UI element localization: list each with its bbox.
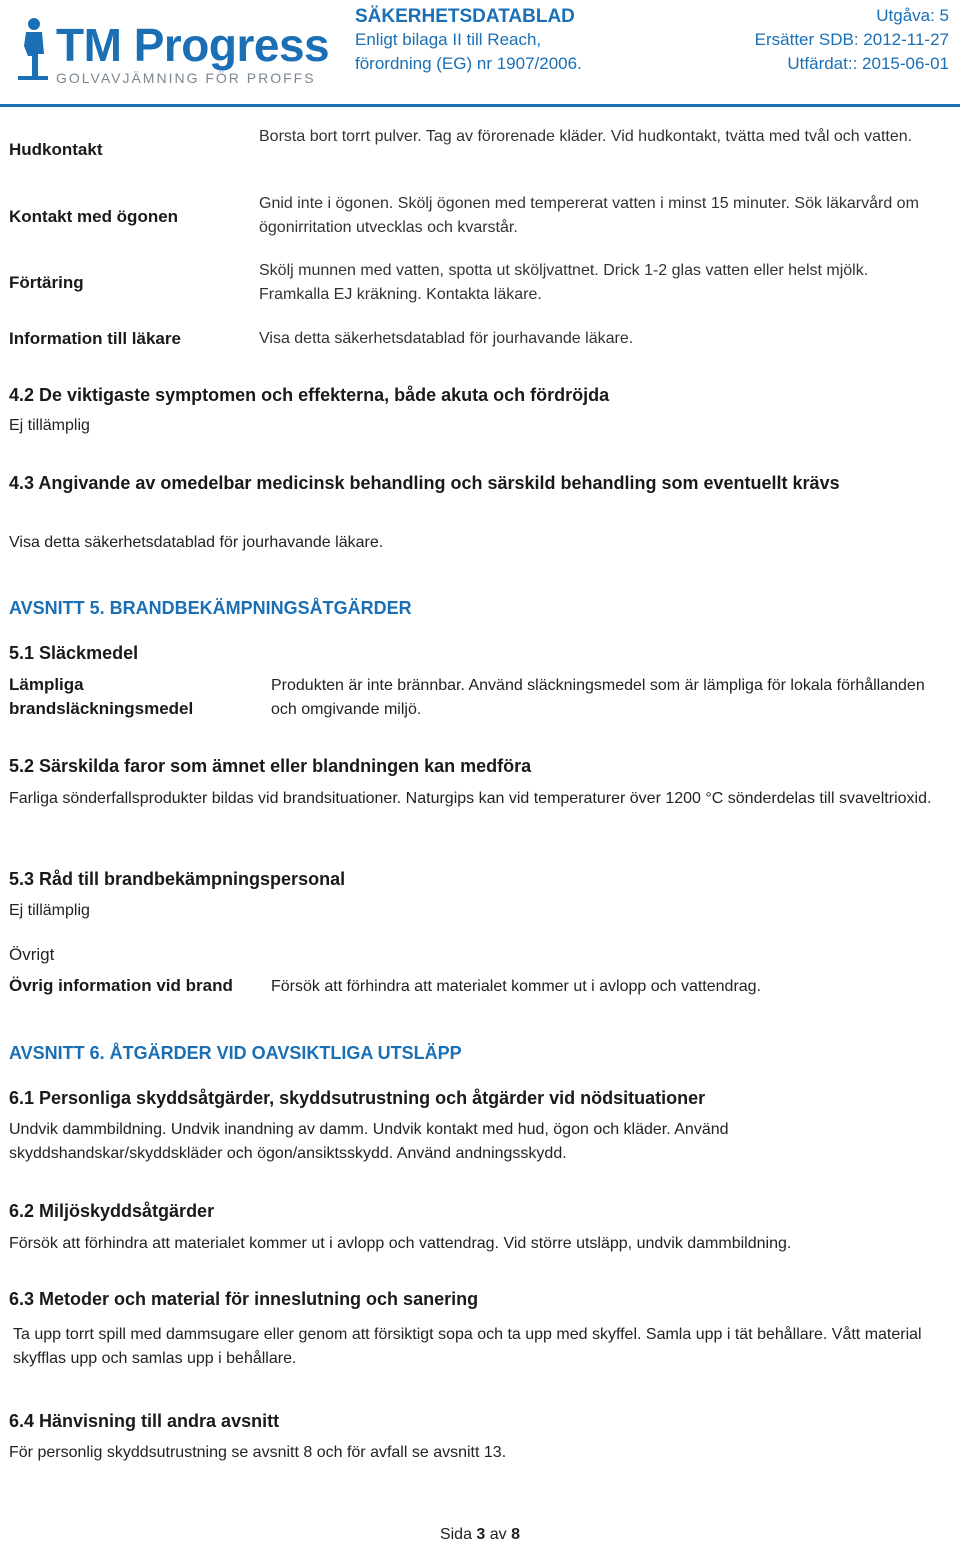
section-heading: 4.3 Angivande av omedelbar medicinsk behandling och särskild behandling som eventuellt krävs <box>9 473 840 493</box>
company-logo <box>14 10 354 90</box>
section-text: Farliga sönderfallsprodukter bildas vid brandsituationer. Naturgips kan vid temperaturer över 1200 °C sönderdelas till svaveltrioxid. <box>9 790 932 807</box>
issued-date: Utfärdat:: 2015-06-01 <box>787 54 949 73</box>
extinguish-label-line2: brandsläckningsmedel <box>9 699 194 718</box>
section-text: För personlig skyddsutrustning se avsnitt 8 och för avfall se avsnitt 13. <box>9 1444 507 1461</box>
first-aid-label: Information till läkare <box>9 329 181 348</box>
replaces-date: Ersätter SDB: 2012-11-27 <box>754 30 949 49</box>
section-text: Ej tillämplig <box>9 902 90 919</box>
first-aid-label: Kontakt med ögonen <box>9 207 179 226</box>
first-aid-label: Förtäring <box>9 273 84 292</box>
page-footer <box>0 1526 960 1544</box>
section-heading: 6.4 Hänvisning till andra avsnitt <box>9 1411 280 1431</box>
section-text: Försök att förhindra att materialet kommer ut i avlopp och vattendrag. Vid större utsläpp, undvik dammbildning. <box>9 1235 792 1252</box>
section-heading: 5.2 Särskilda faror som ämnet eller blandningen kan medföra <box>9 756 532 776</box>
doc-title-block <box>355 6 685 78</box>
page-prefix: Sida <box>439 1526 477 1543</box>
first-aid-text: Gnid inte i ögonen. Skölj ögonen med tempererat vatten i minst 15 minuter. Sök läkarvård om ögonirritation utvecklas och kvarstår. <box>259 195 919 236</box>
doc-regulation-line2: förordning (EG) nr 1907/2006. <box>355 54 582 73</box>
version: Utgåva: 5 <box>876 6 949 25</box>
extinguish-label <box>9 673 193 721</box>
extinguish-label-line1: Lämpliga <box>9 675 84 694</box>
section-title: AVSNITT 5. BRANDBEKÄMPNINGSÅTGÄRDER <box>9 598 412 618</box>
page-number: 3 <box>476 1526 486 1543</box>
doc-title: SÄKERHETSDATABLAD <box>355 6 575 27</box>
worker-figure-icon <box>14 16 50 82</box>
other-info-label: Övrig information vid brand <box>9 976 233 995</box>
section-heading: 5.1 Släckmedel <box>9 643 139 663</box>
section-text: Undvik dammbildning. Undvik inandning av damm. Undvik kontakt med hud, ögon och kläder. Använd skyddshandskar/skyddskläder och ögon/ansiktsskydd. Använd andningsskydd. <box>9 1121 729 1162</box>
section-heading: 6.2 Miljöskyddsåtgärder <box>9 1201 215 1221</box>
logo-name: TM Progress <box>56 19 330 71</box>
doc-version-block <box>685 6 949 78</box>
section-heading: 6.3 Metoder och material för inneslutning och sanering <box>9 1289 479 1309</box>
section-text: Visa detta säkerhetsdatablad för jourhavande läkare. <box>9 534 384 551</box>
subsection-heading: Övrigt <box>9 945 55 964</box>
section-heading: 4.2 De viktigaste symptomen och effekterna, både akuta och fördröjda <box>9 385 610 405</box>
header-divider <box>0 104 960 107</box>
first-aid-text: Skölj munnen med vatten, spotta ut sköljvattnet. Drick 1-2 glas vatten eller helst mjölk. Framkalla EJ kräkning. Kontakta läkare. <box>259 262 869 303</box>
other-info-text: Försök att förhindra att materialet kommer ut i avlopp och vattendrag. <box>271 978 762 995</box>
section-heading: 6.1 Personliga skyddsåtgärder, skyddsutrustning och åtgärder vid nödsituationer <box>9 1088 706 1108</box>
extinguish-text: Produkten är inte brännbar. Använd släckningsmedel som är lämpliga för lokala förhållanden och omgivande miljö. <box>271 677 925 718</box>
section-text: Ta upp torrt spill med dammsugare eller genom att försiktigt sopa och ta upp med skyffel. Samla upp i tät behållare. Vått material skyfflas upp och samlas upp i behållare. <box>13 1326 922 1367</box>
logo-tagline: GOLVAVJÄMNING FÖR PROFFS <box>56 70 316 86</box>
section-title: AVSNITT 6. ÅTGÄRDER VID OAVSIKTLIGA UTSLÄPP <box>9 1043 462 1063</box>
section-heading: 5.3 Råd till brandbekämpningspersonal <box>9 869 346 889</box>
first-aid-text: Borsta bort torrt pulver. Tag av förorenade kläder. Vid hudkontakt, tvätta med tvål och vatten. <box>259 128 913 145</box>
first-aid-text: Visa detta säkerhetsdatablad för jourhavande läkare. <box>259 330 634 347</box>
page-header <box>0 0 960 110</box>
page-total: 8 <box>511 1526 521 1543</box>
page-of: av <box>485 1526 512 1543</box>
doc-regulation-line1: Enligt bilaga II till Reach, <box>355 30 542 49</box>
section-text: Ej tillämplig <box>9 417 90 434</box>
first-aid-label: Hudkontakt <box>9 140 103 159</box>
